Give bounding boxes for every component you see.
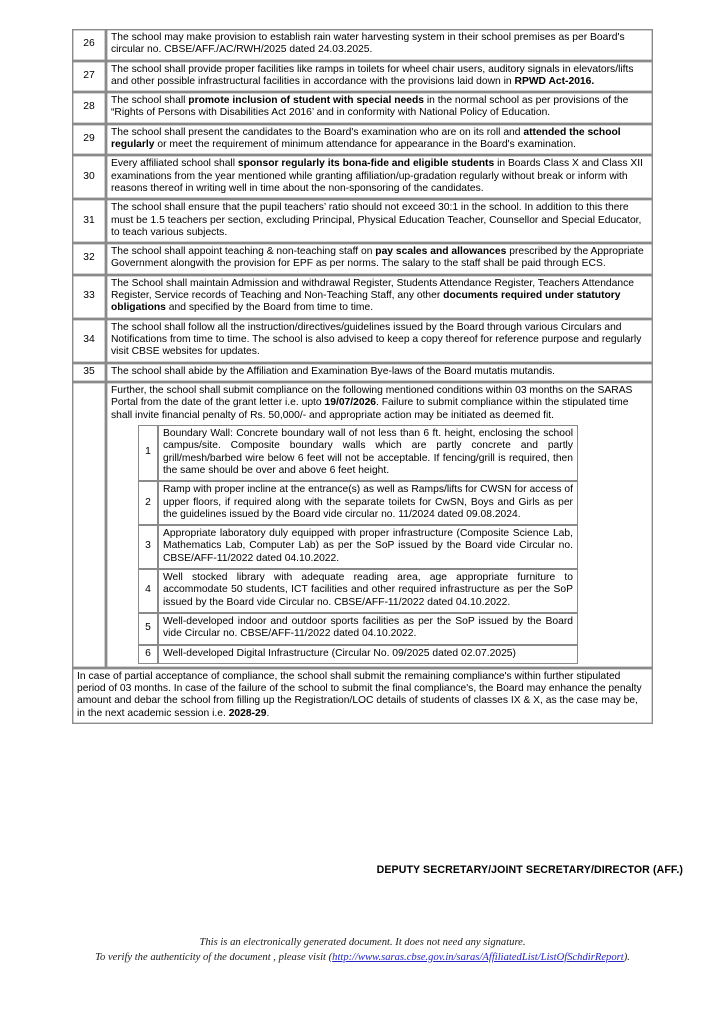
condition-text xyxy=(106,363,653,382)
compliance-items-table xyxy=(138,425,578,664)
condition-text xyxy=(106,92,653,124)
compliance-item-number: 3 xyxy=(138,525,158,569)
body-text: and specified by the Board from time to time. xyxy=(165,302,374,314)
condition-text xyxy=(106,275,653,319)
emphasis-text: pay scales and allowances xyxy=(375,246,507,258)
condition-text xyxy=(106,319,653,363)
compliance-item-row xyxy=(138,425,578,481)
compliance-item-row xyxy=(138,569,578,613)
compliance-item-number: 1 xyxy=(138,425,158,481)
verification-link[interactable]: http://www.saras.cbse.gov.in/saras/AffiliatedList/ListOfSchdirReport xyxy=(332,952,624,963)
body-text: . xyxy=(266,707,270,719)
condition-number: 33 xyxy=(72,275,106,319)
body-text: The School shall maintain Admission and withdrawal Register, Students Attendance Register, Teachers Attendance Register, Service records of Teaching and Non-Teaching Staff, any other xyxy=(111,277,634,302)
condition-text xyxy=(106,29,653,61)
emphasis-text: 19/07/2026 xyxy=(324,397,377,409)
emphasis-text: attended the school regularly xyxy=(111,126,621,151)
compliance-items-body xyxy=(138,425,578,664)
emphasis-text: RPWD Act-2016. xyxy=(514,75,595,87)
emphasis-text: sponsor regularly its bona-fide and eligible students xyxy=(237,158,495,170)
condition-text xyxy=(106,243,653,275)
signature-line: DEPUTY SECRETARY/JOINT SECRETARY/DIRECTOR (AFF.) xyxy=(376,864,683,876)
emphasis-text: promote inclusion of student with special needs xyxy=(188,95,424,107)
table-row xyxy=(72,92,653,124)
compliance-item-text: Well stocked library with adequate reading area, age appropriate furniture to accommodate 50 students, ICT facilities and other required infrastructure as per the SoP issued by the Board vide Circular no. CBSE/AFF-11/2022 dated 04.10.2022. xyxy=(158,569,578,613)
body-text: or meet the requirement of minimum attendance for appearance in the Board's examination. xyxy=(154,139,577,151)
condition-number-blank xyxy=(72,382,106,668)
body-text: The school shall xyxy=(111,95,189,107)
table-row xyxy=(72,199,653,243)
footer-suffix: ). xyxy=(623,952,630,963)
compliance-item-row xyxy=(138,525,578,569)
table-row-closing xyxy=(72,668,653,724)
conditions-table xyxy=(72,29,653,724)
body-text: The school shall provide proper facilities like ramps in toilets for wheel chair users, auditory signals in elevators/lifts and other possible infrastructural facilities in accordance with the provisions laid down in xyxy=(111,63,634,87)
condition-text xyxy=(106,199,653,243)
body-text: The school shall present the candidates to the Board's examination who are on its roll and xyxy=(111,126,524,138)
body-text: The school shall abide by the Affiliation and Examination Bye-laws of the Board mutatis mutandis. xyxy=(111,365,555,377)
table-row xyxy=(72,319,653,363)
footer-line-2 xyxy=(0,950,725,965)
body-text: The school shall follow all the instruction/directives/guidelines issued by the Board through various Circulars and Notifications from time to time. The school is also advised to keep a copy thereof for reference purpose and regularly visit CBSE websites for updates. xyxy=(111,321,642,358)
closing-paragraph xyxy=(72,668,653,724)
body-text: The school may make provision to establish rain water harvesting system in their school premises as per Board's circular no. CBSE/AFF./AC/RWH/2025 dated 24.03.2025. xyxy=(111,32,625,56)
body-text: prescribed by the Appropriate Government alongwith the provision for EPF as per norms. The salary to the staff shall be paid through ECS. xyxy=(111,246,644,270)
body-text: in Boards Class X and Class XII examinations from the year mentioned while granting affiliation/up-gradation regularly without break or inform with reasons thereof in writing well in time about the non-sponsoring of the candidates. xyxy=(111,158,644,194)
emphasis-text: 2028-29 xyxy=(228,707,267,719)
condition-number: 27 xyxy=(72,61,106,93)
compliance-item-row xyxy=(138,613,578,645)
compliance-item-number: 5 xyxy=(138,613,158,645)
body-text: In case of partial acceptance of compliance, the school shall submit the remaining compliance's within further stipulated period of 03 months. In case of the failure of the school to submit the final compliance's, the Board may enhance the penalty amount and debar the school from filling up the Registration/LOC details of students of classes IX & X, as the case may be, in the next academic session i.e. xyxy=(77,670,642,719)
compliance-item-row xyxy=(138,481,578,525)
condition-number: 30 xyxy=(72,155,106,199)
footer-line-1: This is an electronically generated document. It does not need any signature. xyxy=(199,937,526,948)
table-row xyxy=(72,275,653,319)
body-text: . Failure to submit compliance within the stipulated time shall invite financial penalty of Rs. 50,000/- and appropriate action may be initiated as deemed fit. xyxy=(111,397,629,421)
condition-number: 29 xyxy=(72,124,106,156)
table-row xyxy=(72,29,653,61)
body-text: Every affiliated school shall xyxy=(111,158,238,170)
compliance-item-text: Well-developed indoor and outdoor sports facilities as per the SoP issued by the Board vide Circular no. CBSE/AFF-11/2022 dated 04.10.2022. xyxy=(158,613,578,645)
table-row xyxy=(72,124,653,156)
condition-number: 26 xyxy=(72,29,106,61)
body-text: The school shall ensure that the pupil teachers’ ratio should not exceed 30:1 in the school. In addition to this there must be 1.5 teachers per section, excluding Principal, Physical Education Teacher, Counsellor and Special Educator, to teach various subjects. xyxy=(111,202,642,238)
table-row xyxy=(72,243,653,275)
compliance-item-number: 4 xyxy=(138,569,158,613)
body-text: in the normal school as per provisions of the “Rights of Persons with Disabilities Act 2016’ and in conformity with National Policy of Education. xyxy=(111,95,629,119)
compliance-item-text: Ramp with proper incline at the entrance(s) as well as Ramps/lifts for CWSN for access of upper floors, if required along with the separate toilets for CwSN, Boys and Girls as per the guidelines issued by the Board vide circular no. 11/2024 dated 09.08.2024. xyxy=(158,481,578,525)
table-row xyxy=(72,363,653,382)
condition-text xyxy=(106,155,653,199)
condition-number: 34 xyxy=(72,319,106,363)
compliance-item-text: Well-developed Digital Infrastructure (Circular No. 09/2025 dated 02.07.2025) xyxy=(158,645,578,664)
compliance-item-row xyxy=(138,645,578,664)
emphasis-text: documents required under statutory obligations xyxy=(111,290,621,314)
table-row xyxy=(72,155,653,199)
further-compliance-cell xyxy=(106,382,653,668)
footer-prefix: To verify the authenticity of the document , please visit ( xyxy=(95,952,333,963)
body-text: The school shall appoint teaching & non-teaching staff on xyxy=(111,246,376,258)
conditions-table-body xyxy=(72,29,653,724)
compliance-item-number: 6 xyxy=(138,645,158,664)
condition-text xyxy=(106,124,653,156)
condition-number: 28 xyxy=(72,92,106,124)
body-text: Further, the school shall submit compliance on the following mentioned conditions within 03 months on the SARAS Portal from the date of the grant letter i.e. upto xyxy=(111,384,633,409)
condition-number: 35 xyxy=(72,363,106,382)
table-row xyxy=(72,61,653,93)
compliance-item-text: Boundary Wall: Concrete boundary wall of not less than 6 ft. height, enclosing the school campus/site. Composite boundary walls which are partly concrete and partly grill/mesh/barbed wire below 6 feet will not be acceptable. If fencing/grill is required, then the same should be over and above 6 feet height. xyxy=(158,425,578,481)
condition-text xyxy=(106,61,653,93)
compliance-item-number: 2 xyxy=(138,481,158,525)
further-compliance-paragraph xyxy=(111,385,648,422)
page-footer xyxy=(0,935,725,965)
condition-number: 32 xyxy=(72,243,106,275)
table-row-further xyxy=(72,382,653,668)
condition-number: 31 xyxy=(72,199,106,243)
compliance-item-text: Appropriate laboratory duly equipped with proper infrastructure (Composite Science Lab, Mathematics Lab, Computer Lab) as per the SoP issued by the Board vide Circular no. CBSE/AFF-11/2022 dated 04.10.2022. xyxy=(158,525,578,569)
